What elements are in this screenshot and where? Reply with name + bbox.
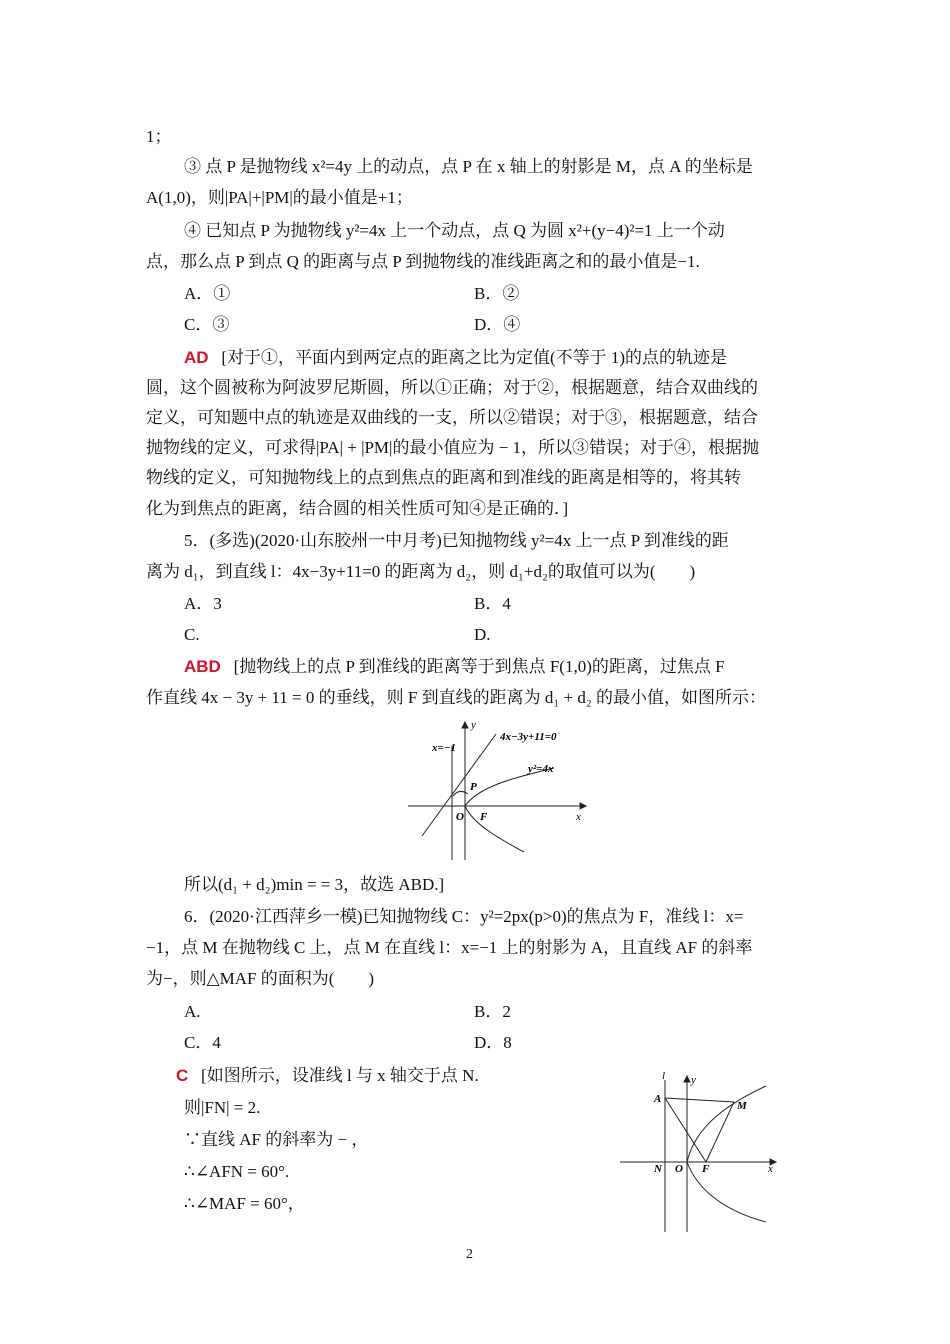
label-y: y [471, 719, 476, 731]
label-line: 4x−3y+11=0 [500, 731, 557, 743]
answer-line [184, 347, 727, 369]
answer-text: [如图所示，设准线 l 与 x 轴交于点 N. [201, 1066, 479, 1085]
text-line: ∵直线 AF 的斜率为 − ， [184, 1130, 369, 1149]
option-a: A. [184, 1002, 201, 1021]
text-line: 离为 d₁，到直线 l：4x−3y+11=0 的距离为 d₂，则 d₁+d₂的取值可以为( ) [146, 562, 696, 581]
answer-key: AD [184, 348, 209, 367]
label-a: A [654, 1093, 662, 1105]
answer-text: [对于①，平面内到两定点的距离之比为定值(不等于 1)的点的轨迹是 [221, 348, 728, 367]
text-line: ④ 已知点 P 为抛物线 y²=4x 上一个动点，点 Q 为圆 x²+(y−4)²=1 上一个动 [184, 221, 725, 240]
text-line: ③ 点 P 是抛物线 x²=4y 上的动点，点 P 在 x 轴上的射影是 M，点 A 的坐标是 [184, 157, 753, 176]
answer-line [184, 656, 725, 678]
text-line: A(1,0)，则|PA|+|PM|的最小值是+1； [146, 188, 413, 207]
option-d: D．8 [474, 1033, 512, 1052]
figure-parabola-triangle [618, 1072, 783, 1234]
text-line: −1，点 M 在抛物线 C 上，点 M 在直线 l：x=−1 上的射影为 A，且直线 AF 的斜率 [146, 938, 753, 957]
label-m: M [737, 1100, 747, 1112]
label-l: l [662, 1072, 666, 1082]
option-c: C．4 [184, 1033, 221, 1052]
label-x: x [768, 1163, 773, 1175]
text-line: 点，那么点 P 到点 Q 的距离与点 P 到抛物线的准线距离之和的最小值是−1. [146, 252, 700, 271]
text-line: 则|FN| = 2. [184, 1098, 261, 1117]
text-line: 化为到焦点的距离，结合圆的相关性质可知④是正确的．] [146, 499, 569, 518]
page-number: 2 [466, 1247, 473, 1262]
label-f: F [480, 811, 488, 823]
answer-key: C [176, 1066, 189, 1085]
text-line: ∴∠AFN = 60°. [184, 1162, 290, 1181]
text-line: 抛物线的定义，可求得|PA| + |PM|的最小值应为 − 1，所以③错误；对于④，根据抛 [146, 438, 760, 457]
option-a: A．① [184, 284, 231, 303]
option-c: C．③ [184, 315, 230, 334]
label-parab: y²=4x [528, 763, 554, 775]
text-line: 作直线 4x − 3y + 11 = 0 的垂线，则 F 到直线的距离为 d₁ + d₂ 的最小值，如图所示： [146, 688, 767, 707]
option-c: C. [184, 625, 200, 644]
question-6: 6．(2020·江西萍乡一模)已知抛物线 C：y²=2px(p>0)的焦点为 F，准线 l：x= [184, 907, 744, 926]
label-x: x [576, 811, 581, 823]
option-b: B．2 [474, 1002, 511, 1021]
option-b: B．4 [474, 594, 511, 613]
answer-line [176, 1065, 479, 1087]
label-o: O [675, 1163, 683, 1175]
label-f: F [702, 1163, 710, 1175]
label-n: N [654, 1163, 662, 1175]
option-d: D. [474, 625, 491, 644]
text-line: 圆，这个圆被称为阿波罗尼斯圆，所以①正确；对于②，根据题意，结合双曲线的 [146, 378, 758, 397]
option-a: A．3 [184, 594, 222, 613]
text-line: ∴∠MAF = 60°， [184, 1194, 305, 1213]
text-line: 定义，可知题中点的轨迹是双曲线的一支，所以②错误；对于③，根据题意，结合 [146, 408, 758, 427]
text-line: 1； [146, 127, 172, 146]
question-5: 5．(多选)(2020·山东胶州一中月考)已知抛物线 y²=4x 上一点 P 到准线的距 [184, 531, 729, 550]
answer-key: ABD [184, 657, 221, 676]
label-o: O [456, 811, 464, 823]
option-d: D．④ [474, 315, 521, 334]
figure-parabola-line [404, 716, 589, 860]
text-line: 为−，则△MAF 的面积为( ) [146, 969, 375, 988]
label-p: P [470, 781, 477, 793]
label-y: y [691, 1074, 696, 1086]
answer-text: [抛物线上的点 P 到准线的距离等于到焦点 F(1,0)的距离，过焦点 F [233, 657, 725, 676]
label-xeq: x=−1 [432, 742, 456, 754]
text-line: 所以(d₁ + d₂)min = = 3，故选 ABD.] [184, 875, 445, 894]
text-line: 物线的定义，可知抛物线上的点到焦点的距离和到准线的距离是相等的，将其转 [146, 468, 741, 487]
option-b: B．② [474, 284, 520, 303]
